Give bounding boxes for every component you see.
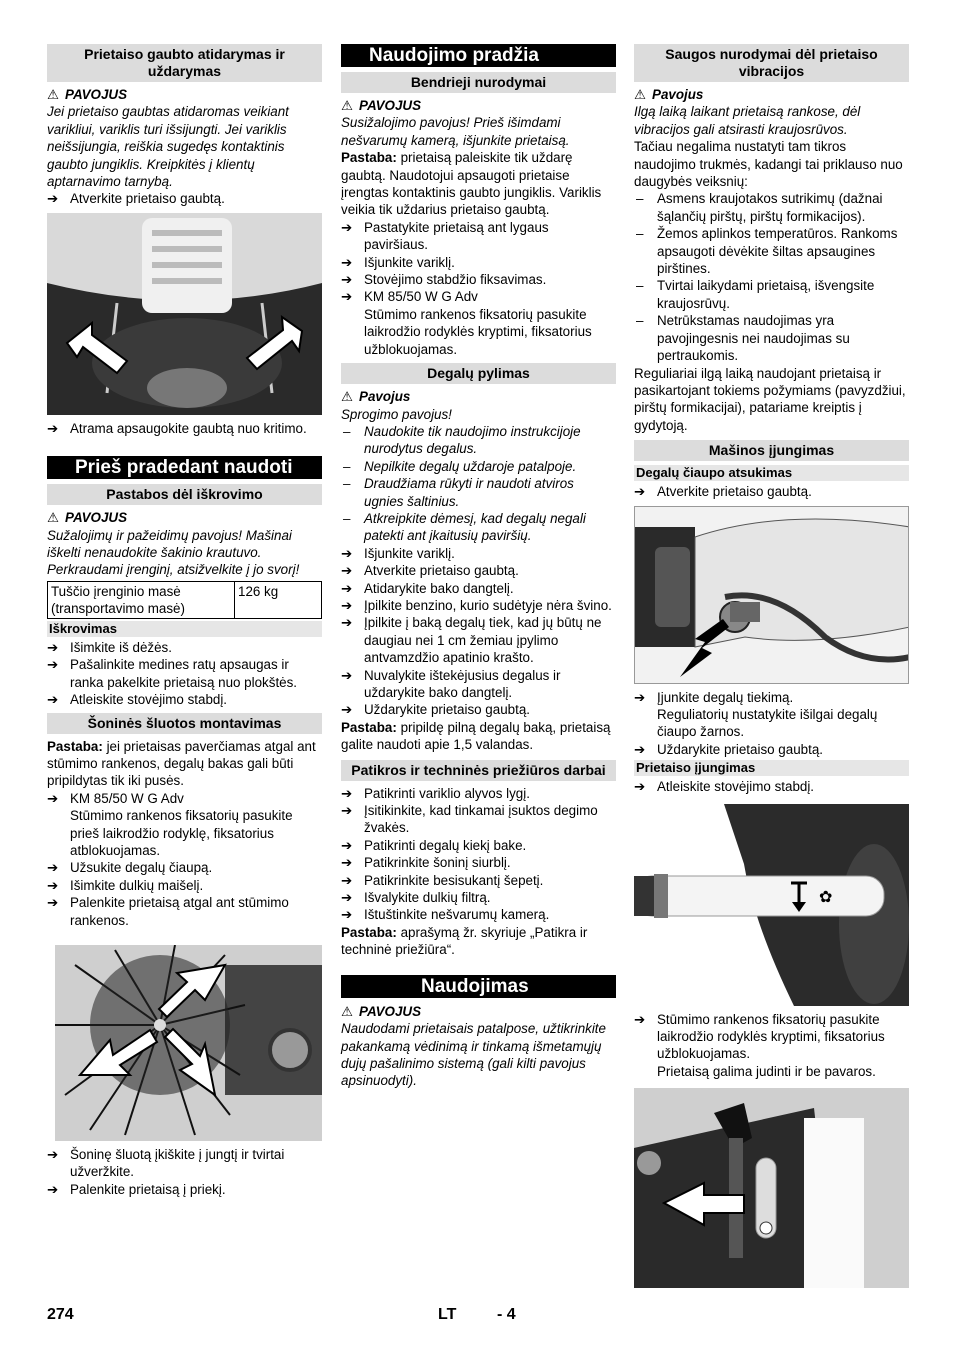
arrow-icon: ➔ — [634, 689, 646, 705]
arrow-icon: ➔ — [47, 639, 59, 655]
arrow-icon: ➔ — [341, 855, 353, 871]
step: ➔ Išjunkite variklį. — [341, 254, 455, 270]
hood-photo — [47, 213, 322, 415]
warning-icon: ⚠ — [341, 1003, 354, 1019]
section-heading: Naudojimas — [341, 975, 616, 998]
arrow-icon: ➔ — [341, 272, 353, 288]
arrow-icon: ➔ — [47, 420, 59, 436]
section-heading: Prieš pradedant naudoti — [47, 456, 322, 479]
arrow-icon: ➔ — [341, 254, 353, 270]
arrow-icon: ➔ — [47, 860, 59, 876]
table-row — [48, 581, 322, 618]
warning-text: Ilgą laiką laikant prietaisą rankose, dėl vibracijos gali atsirasti kraujosrūvos. — [634, 104, 861, 137]
arrow-icon: ➔ — [634, 1011, 646, 1027]
step: ➔ Pastatykite prietaisą ant lygaus paviršiaus. — [341, 219, 549, 253]
side-broom-photo — [55, 945, 322, 1141]
arrow-icon: ➔ — [47, 895, 59, 911]
side-broom-heading: Šoninės šluotos montavimas — [47, 713, 322, 734]
arrow-icon: ➔ — [47, 877, 59, 893]
warning-text: Sprogimo pavojus! — [341, 406, 452, 422]
step: ➔ Atverkite prietaiso gaubtą. — [634, 484, 812, 500]
dash-item: – Nepilkite degalų uždaroje patalpoje. — [343, 458, 577, 474]
unload-heading: Pastabos dėl iškrovimo — [47, 484, 322, 505]
fuel-tap-photo — [634, 506, 909, 684]
warning-label: ⚠ Pavojus — [341, 389, 411, 405]
svg-text:✿: ✿ — [819, 886, 833, 906]
column-1 — [47, 44, 322, 1198]
start-heading: Mašinos įjungimas — [634, 440, 909, 461]
step: ➔ Patikrinti variklio alyvos lygį. — [341, 785, 530, 801]
note: Pastaba: prietaisą paleiskite tik uždarę gaubtą. Naudotojui apsaugoti prietaise įrengtas kontaktinis gaubto jungiklis. Variklis veikia tik uždarius prietaiso gaubtą. — [341, 150, 602, 218]
spec-value: 126 kg — [235, 581, 322, 618]
paragraph: Reguliariai ilgą laiką naudojant prietaisą ir pasikartojant tokiems požymiams (pavyzdžiui, pirštų formikacijai), patariame kreiptis į gydytoją. — [634, 365, 906, 433]
step-detail: Stūmimo rankenos fiksatorių pasukite laikrodžio rodyklės kryptimi, fiksatorius užblokuojamas. — [364, 306, 592, 357]
arrow-icon: ➔ — [341, 289, 353, 305]
arrow-icon: ➔ — [47, 191, 59, 207]
step: ➔ Užsukite degalų čiaupą. — [47, 860, 213, 876]
step: ➔ Išjunkite variklį. — [341, 545, 455, 561]
arrow-icon: ➔ — [341, 545, 353, 561]
step: ➔ Stūmimo rankenos fiksatorių pasukite laikrodžio rodyklės kryptimi, fiksatorius užblokuojamas. — [634, 1011, 885, 1062]
step: ➔ Patikrinti degalų kiekį bake. — [341, 837, 527, 853]
language-code: LT — [438, 1306, 457, 1323]
maintenance-heading: Patikros ir techninės priežiūros darbai — [341, 760, 616, 781]
step: ➔ Atverkite prietaiso gaubtą. — [341, 563, 519, 579]
section-heading: Naudojimo pradžia — [341, 44, 616, 67]
dash-item: – Žemos aplinkos temperatūros. Rankoms apsaugoti dėvėkite šiltas apsaugines pirštines. — [636, 226, 898, 277]
arrow-icon: ➔ — [341, 219, 353, 235]
general-heading: Bendrieji nurodymai — [341, 72, 616, 93]
page-number: 274 — [47, 1306, 74, 1323]
step: ➔ KM 85/50 W G Adv — [341, 289, 478, 305]
step: ➔ Išimkite iš dėžės. — [47, 639, 172, 655]
dash-item: – Asmens kraujotakos sutrikimų (dažnai šąlančių pirštų, pirštų formikacijos). — [636, 191, 883, 224]
arrow-icon: ➔ — [341, 615, 353, 631]
warning-text: Naudodami prietaisais patalpose, užtikrinkite pakankamą vėdinimą ir tinkamą išmetamųjų dujų pašalinimo sistemą (gali kilti pavojus apsinuodyti). — [341, 1021, 606, 1089]
warning-text: Jei prietaiso gaubtas atidaromas veikiant varikliui, variklis turi išsijungti. Jei variklis neišsijungia, reiškia sugedęs kontaktinis gaubto jungiklis. Kreipkitės į klientų aptarnavimo tarnybą. — [47, 104, 289, 190]
warning-icon: ⚠ — [341, 98, 354, 113]
step: ➔ Atleiskite stovėjimo stabdį. — [634, 779, 815, 795]
arrow-icon: ➔ — [341, 563, 353, 579]
arrow-icon: ➔ — [47, 657, 59, 673]
column-3 — [634, 44, 909, 1293]
step-detail: Reguliatorių nustatykite išilgai degalų čiaupo žarnos. — [657, 706, 878, 740]
column-2 — [341, 44, 616, 1090]
step: ➔ Šoninę šluotą įkiškite į jungtį ir tvirtai užveržkite. — [47, 1146, 285, 1180]
warning-label: ⚠ PAVOJUS — [341, 1003, 422, 1019]
arrow-icon: ➔ — [341, 785, 353, 801]
arrow-icon: ➔ — [47, 1181, 59, 1197]
dash-item: – Tvirtai laikydami prietaisą, išvengsite kraujosrūvų. — [636, 278, 875, 311]
arrow-icon: ➔ — [341, 702, 353, 718]
step: ➔ KM 85/50 W G Adv — [47, 790, 184, 806]
step: ➔ Uždarykite prietaiso gaubtą. — [341, 702, 530, 718]
vibration-heading: Saugos nurodymai dėl prietaiso vibracijos — [634, 44, 909, 82]
arrow-icon: ➔ — [47, 1146, 59, 1162]
step: ➔ Ištuštinkite nešvarumų kamerą. — [341, 907, 550, 923]
arrow-icon: ➔ — [341, 580, 353, 596]
warning-label: ⚠ PAVOJUS — [47, 510, 128, 526]
step: ➔ Atidarykite bako dangtelį. — [341, 580, 514, 596]
warning-text: Sužalojimų ir pažeidimų pavojus! Mašinai iškelti nenaudokite šakinio krautuvo. Perkraudami įrenginį, atsižvelkite į jo svorį! — [47, 527, 300, 578]
arrow-icon: ➔ — [634, 741, 646, 757]
arrow-icon: ➔ — [341, 907, 353, 923]
arrow-icon: ➔ — [341, 890, 353, 906]
handle-illustration — [634, 804, 909, 1006]
lever-illustration — [634, 1088, 909, 1288]
step: ➔ Atrama apsaugokite gaubtą nuo kritimo. — [47, 420, 307, 436]
arrow-icon: ➔ — [341, 597, 353, 613]
step: ➔ Palenkite prietaisą į priekį. — [47, 1181, 226, 1197]
arrow-icon: ➔ — [634, 779, 646, 795]
step: ➔ Palenkite prietaisą atgal ant stūmimo rankenos. — [47, 895, 289, 928]
note: Pastaba: aprašymą žr. skyriuje „Patikra ir techninė priežiūra“. — [341, 924, 588, 958]
warning-label: ⚠ PAVOJUS — [47, 87, 128, 102]
step: ➔ Patikrinkite šoninį siurblį. — [341, 855, 511, 871]
step-detail: Stūmimo rankenos fiksatorių pasukite prieš laikrodžio rodyklę, fiksatorius atblokuojamas. — [70, 808, 293, 858]
step: ➔ Atleiskite stovėjimo stabdį. — [47, 692, 228, 708]
warning-text: Susižalojimo pavojus! Prieš išimdami nešvarumų kamerą, išjunkite prietaisą. — [341, 115, 570, 148]
step: ➔ Išimkite dulkių maišelį. — [47, 877, 204, 893]
device-subheading: Prietaiso įjungimas — [634, 760, 909, 776]
handle-photo — [634, 804, 909, 1006]
arrow-icon: ➔ — [47, 790, 59, 806]
step: ➔ Įjunkite degalų tiekimą. — [634, 689, 794, 705]
tap-subheading: Degalų čiaupo atsukimas — [634, 465, 909, 481]
arrow-icon: ➔ — [341, 803, 353, 819]
hood-heading: Prietaiso gaubto atidarymas ir uždarymas — [47, 44, 322, 82]
step: ➔ Stovėjimo stabdžio fiksavimas. — [341, 272, 547, 288]
paragraph: Tačiau negalima nustatyti tam tikros naudojimo trukmės, kadangi tai priklauso nuo daugybės veiksnių: — [634, 139, 903, 190]
note: Pastaba: jei prietaisas paverčiamas atgal ant stūmimo rankenos, degalų bakas gali būti pripildytas tik iki pusės. — [47, 738, 316, 789]
warning-icon: ⚠ — [47, 510, 60, 526]
spec-table — [47, 581, 322, 619]
step: ➔ Atverkite prietaiso gaubtą. — [47, 191, 225, 207]
warning-label: ⚠ Pavojus — [634, 87, 704, 102]
fuel-tap-illustration — [635, 507, 909, 683]
arrow-icon: ➔ — [47, 692, 59, 708]
arrow-icon: ➔ — [341, 837, 353, 853]
warning-icon: ⚠ — [341, 389, 354, 405]
step: ➔ Uždarykite prietaiso gaubtą. — [634, 741, 823, 757]
step: ➔ Įpilkite benzino, kurio sudėtyje nėra švino. — [341, 597, 612, 613]
spec-label: Tuščio įrenginio masė (transportavimo masė) — [48, 581, 235, 618]
lever-photo — [634, 1088, 909, 1288]
step: ➔ Nuvalykite ištekėjusius degalus ir uždarykite bako dangtelį. — [341, 667, 561, 700]
side-broom-illustration — [55, 945, 322, 1141]
arrow-icon: ➔ — [634, 484, 646, 500]
step: ➔ Įsitikinkite, kad tinkamai įsuktos degimo žvakės. — [341, 803, 598, 836]
arrow-icon: ➔ — [341, 872, 353, 888]
note: Pastaba: pripildę pilną degalų baką, prietaisą galite naudoti apie 1,5 valandas. — [341, 719, 611, 753]
section-page: - 4 — [497, 1306, 516, 1323]
warning-icon: ⚠ — [634, 87, 647, 102]
dash-item: – Draudžiama rūkyti ir naudoti atviros ugnies šaltinius. — [343, 476, 574, 509]
warning-label: ⚠ PAVOJUS — [341, 98, 422, 113]
step: ➔ Patikrinkite besisukantį šepetį. — [341, 872, 544, 888]
fuel-heading: Degalų pylimas — [341, 363, 616, 384]
unloading-subheading: Iškrovimas — [47, 621, 322, 637]
step: ➔ Išvalykite dulkių filtrą. — [341, 890, 491, 906]
dash-item: – Netrūkstamas naudojimas yra pavojingesnis nei naudojimas su pertraukomis. — [636, 313, 850, 364]
dash-item: – Atkreipkite dėmesį, kad degalų negali patekti ant įkaitusių paviršių. — [343, 510, 586, 544]
step: ➔ Įpilkite į baką degalų tiek, kad jų būtų ne daugiau nei 1 cm žemiau įpylimo antvamzdžio apatinio krašto. — [341, 615, 602, 666]
step: ➔ Pašalinkite medines ratų apsaugas ir ranka pakelkite prietaisą nuo plokštės. — [47, 657, 298, 690]
arrow-icon: ➔ — [341, 667, 353, 683]
dash-item: – Naudokite tik naudojimo instrukcijoje nurodytus degalus. — [343, 423, 581, 457]
step-detail: Prietaisą galima judinti ir be pavaros. — [657, 1063, 876, 1079]
warning-icon: ⚠ — [47, 87, 60, 102]
hood-illustration — [47, 213, 322, 415]
